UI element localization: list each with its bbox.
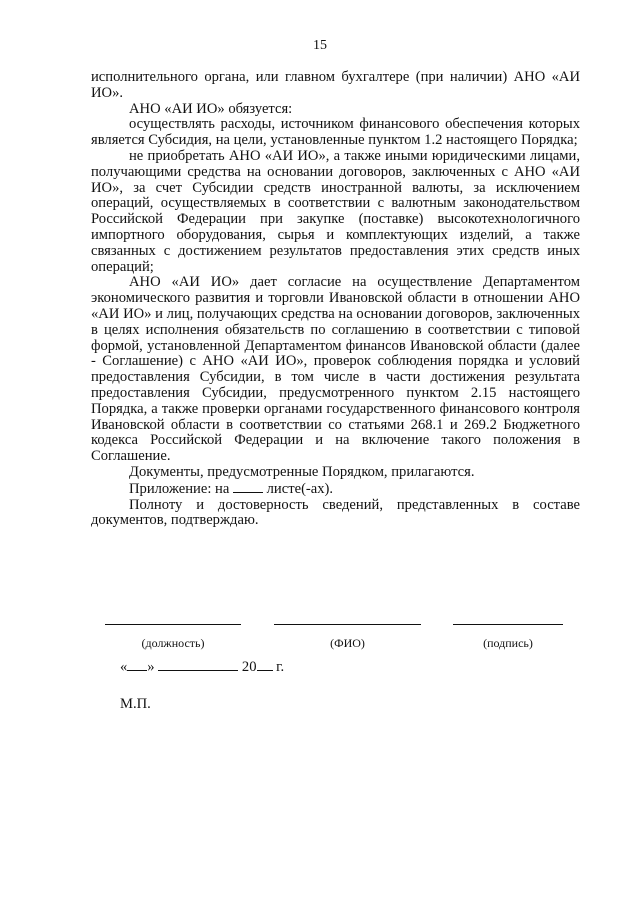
sign-signature-line xyxy=(453,624,563,625)
paragraph-attachment xyxy=(91,481,580,498)
position-label: (должность) xyxy=(141,636,205,650)
paragraph-currency-restriction: не приобретать АНО «АИ ИО», а также иными юридическими лицами, получающими средства на основании договоров, заключенных с АНО «АИ ИО», за счет Субсидии средств иностранной валюты, за исключением операций, осуществляемых в соответствии с валютным законодательством Российской Федерации при закупке (поставке) высокотехнологичного импортного оборудования, сырья и комплектующих изделий, а также связанных с достижением результатов предоставления этих средств иных операций; xyxy=(91,147,580,275)
date-year-blank xyxy=(257,658,273,671)
paragraph-confirmation: Полноту и достоверность сведений, представленных в составе документов, подтверждаю. xyxy=(91,496,580,529)
attachment-suffix: листе(-ах). xyxy=(266,480,334,497)
paragraph-documents-attached: Документы, предусмотренные Порядком, прилагаются. xyxy=(129,463,475,480)
name-label: (ФИО) xyxy=(330,636,365,650)
paragraph-audit-consent: АНО «АИ ИО» дает согласие на осуществление Департаментом экономического развития и торговли Ивановской области в отношении АНО «АИ ИО» и лиц, получающих средства на основании договоров, заключенных в целях исполнения обязательств по соглашению в соответствии с типовой формой, установленной Департаментом финансов Ивановской области (далее - Соглашение) с АНО «АИ ИО», проверок соблюдения порядка и условий предоставления Субсидии, в том числе в части достижения результата предоставления Субсидии, предусмотренного пунктом 2.15 настоящего Порядка, а также проверки органами государственного финансового контроля Ивановской области в соответствии со статьями 268.1 и 269.2 Бюджетного кодекса Российской Федерации и на включение такого положения в Соглашение. xyxy=(91,274,580,465)
attachment-count-blank xyxy=(233,481,263,493)
date-year-prefix: 20 xyxy=(241,659,257,675)
paragraph-obligations-heading: АНО «АИ ИО» обязуется: xyxy=(129,100,293,117)
name-signature-line xyxy=(274,624,421,625)
sign-label: (подпись) xyxy=(483,636,533,650)
page-number: 15 xyxy=(313,38,327,53)
document-body xyxy=(91,70,580,529)
date-open-quote: « xyxy=(120,659,128,675)
date-day-blank xyxy=(127,658,147,671)
date-year-suffix: г. xyxy=(276,659,285,675)
date-close-quote: » xyxy=(147,659,155,675)
position-signature-line xyxy=(105,624,241,625)
date-month-blank xyxy=(158,658,238,671)
date-line xyxy=(120,658,284,676)
stamp-place-label: М.П. xyxy=(120,696,151,712)
paragraph-continuation: исполнительного органа, или главном бухгалтере (при наличии) АНО «АИ ИО». xyxy=(91,69,580,101)
paragraph-expenses: осуществлять расходы, источником финансового обеспечения которых является Субсидия, на цели, установленные пунктом 1.2 настоящего Порядка; xyxy=(91,116,580,149)
attachment-prefix: Приложение: на xyxy=(129,480,230,497)
